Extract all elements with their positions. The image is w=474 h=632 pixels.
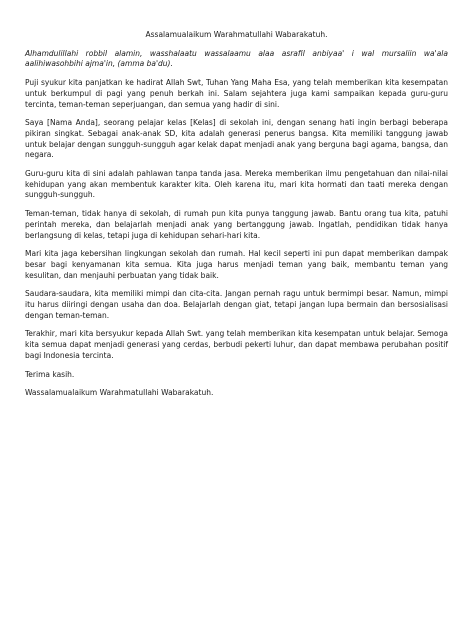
paragraph-gratitude-closing: Terakhir, mari kita bersyukur kepada Allah Swt. yang telah memberikan kita kesempatan untuk belajar. Semoga kita semua dapat menjadi generasi yang cerdas, berbudi pekerti luhur, dan dapat membawa perubahan positif bagi Indonesia tercinta. bbox=[25, 329, 448, 360]
paragraph-gratitude: Puji syukur kita panjatkan ke hadirat Allah Swt, Tuhan Yang Maha Esa, yang telah memberikan kita kesempatan untuk berkumpul di pagi yang penuh berkah ini. Salam sejahtera juga kami sampaikan kepada guru-guru tercinta, teman-teman seperjuangan, dan semua yang hadir di sini. bbox=[25, 78, 448, 109]
paragraph-responsibility: Teman-teman, tidak hanya di sekolah, di rumah pun kita punya tanggung jawab. Bantu orang tua kita, patuhi perintah mereka, dan belajarlah menjadi anak yang bertanggung jawab. Ingatlah, pendidikan tidak hanya berlangsung di kelas, tetapi juga di kehidupan sehari-hari kita. bbox=[25, 209, 448, 240]
thanks-line: Terima kasih. bbox=[25, 369, 75, 379]
speech-text bbox=[25, 30, 448, 407]
closing-greeting: Wassalamualaikum Warahmatullahi Wabarakatuh. bbox=[25, 388, 214, 398]
paragraph-dreams: Saudara-saudara, kita memiliki mimpi dan cita-cita. Jangan pernah ragu untuk bermimpi besar. Namun, mimpi itu harus diiringi dengan usaha dan doa. Belajarlah dengan giat, tetapi jangan lupa bermain dan bersosialisasi dengan teman-teman. bbox=[25, 289, 448, 320]
arabic-intro: Alhamdulillahi robbil alamin, wasshalaatu wassalaamu alaa asrafil anbiyaa' i wal mursaliin wa'ala aalihiwasohbihi ajma'in, (amma ba'du). bbox=[25, 48, 448, 69]
paragraph-cleanliness: Mari kita jaga kebersihan lingkungan sekolah dan rumah. Hal kecil seperti ini pun dapat memberikan dampak besar bagi kenyamanan kita semua. Kita juga harus menjadi teman yang baik, membantu teman yang kesulitan, dan menjauhi perbuatan yang tidak baik. bbox=[25, 249, 448, 280]
opening-greeting: Assalamualaikum Warahmatullahi Wabarakatuh. bbox=[145, 30, 328, 39]
paragraph-teachers: Guru-guru kita di sini adalah pahlawan tanpa tanda jasa. Mereka memberikan ilmu pengetahuan dan nilai-nilai kehidupan yang akan membentuk karakter kita. Oleh karena itu, mari kita hormati dan taati mereka dengan sungguh-sungguh. bbox=[25, 169, 448, 200]
paragraph-introduction: Saya [Nama Anda], seorang pelajar kelas [Kelas] di sekolah ini, dengan senang hati ingin berbagi beberapa pikiran singkat. Sebagai anak-anak SD, kita adalah generasi penerus bangsa. Kita memiliki tanggung jawab untuk belajar dengan sungguh-sungguh agar kelak dapat menjadi anak yang berguna bagi agama, bangsa, dan negara. bbox=[25, 118, 448, 160]
